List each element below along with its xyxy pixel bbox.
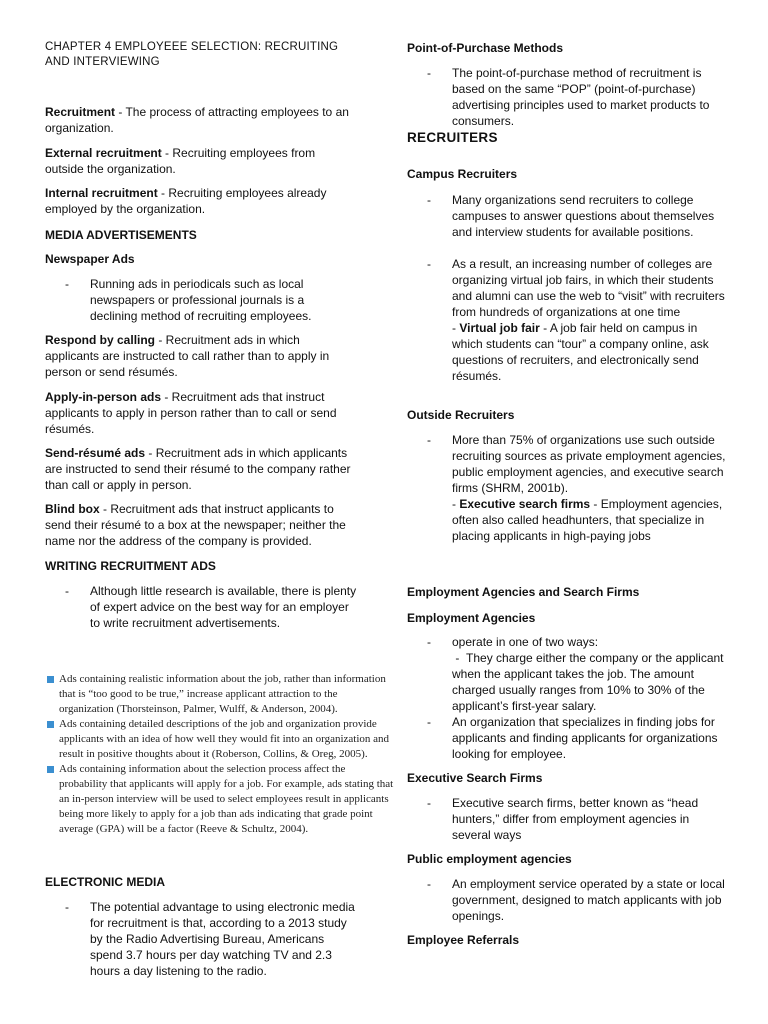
dash-marker: - [65,900,69,914]
dash-marker: - [427,877,431,891]
bullet-public [407,876,727,924]
term-apply: Apply-in-person ads [45,390,162,404]
scan-item-text: Ads containing information about the selection process affect the probability that applicants will apply for a job. For example, ads stating that an in-person interview will be used to select employees result in applicants being more likely to apply for a job than ads indicating that grade point average (GPA) will be a factor (Reeve & Schultz, 2004). [59,763,394,835]
chapter-title: CHAPTER 4 EMPLOYEEE SELECTION: RECRUITING AND INTERVIEWING [45,41,339,68]
heading-public-employment-agencies: Public employment agencies [407,852,572,866]
bullet-pop [407,65,727,129]
term-recruitment: Recruitment [45,105,116,119]
bullet-writing [45,583,357,631]
term-send: Send-résumé ads [45,446,146,460]
dash-marker: - [65,584,69,598]
dash-marker: - [65,277,69,291]
sub-dash: - [455,651,460,665]
respond-by-calling-definition [45,332,357,380]
scan-item-text: Ads containing realistic information about the job, rather than information that is “too good to be true,” increase applicant attraction to the organization (Thorsteinson, Palmer, Wulff, & Anderson, 2004). [59,673,386,715]
bullet-exec [407,795,727,843]
heading-writing-recruitment-ads: WRITING RECRUITMENT ADS [45,559,216,573]
scan-item [45,762,395,837]
dash-marker: - [427,66,431,80]
external-recruitment-definition [45,145,357,177]
bullet-agencies-1 [407,634,727,714]
bullet-newspaper [45,276,345,324]
apply-in-person-definition [45,389,357,437]
heading-executive-search-firms: Executive Search Firms [407,771,543,785]
dash-marker: - [427,433,431,447]
dash-marker: - [427,635,431,649]
def-executive-search-firms: - Employment agencies, often also called headhunters, that specialize in placing applicants in high-paying jobs [452,497,723,543]
bullet-outside-text: More than 75% of organizations use such outside recruiting sources as private employment agencies, public employment agencies, and executive search firms (SHRM, 2001b). [452,433,726,495]
heading-employment-agencies-and-search-firms: Employment Agencies and Search Firms [407,585,640,599]
bullet-campus-1 [407,192,727,240]
def-blind: - Recruitment ads that instruct applicants to send their résumé to a box at the newspaper; neither the name nor the address of the company is provided. [45,502,346,548]
bullet-newspaper-text: Running ads in periodicals such as local newspapers or professional journals is a declining method of recruiting employees. [90,277,312,323]
scan-item [45,672,395,717]
def-external: - Recruiting employees from outside the organization. [45,146,316,176]
square-bullet-icon [47,676,54,683]
dash-marker: - [427,257,431,271]
bullet-outside [407,432,727,544]
term-external: External recruitment [45,146,162,160]
scan-item-text: Ads containing detailed descriptions of the job and organization provide applicants with an idea of how well they would fit into an organization and result in positive thoughts about it (Roberson, Collins, & Oreg, 2005). [59,718,390,760]
dash-marker: - [427,796,431,810]
bullet-exec-text: Executive search firms, better known as “head hunters,” differ from employment agencies in several ways [452,796,699,842]
def-send: - Recruitment ads in which applicants are instructed to send their résumé to the company rather than call or apply in person. [45,446,351,492]
heading-recruiters: RECRUITERS [407,130,498,145]
agencies-sub-point [452,650,727,714]
bullet-electronic [45,899,357,979]
term-virtual-job-fair: Virtual job fair [459,321,540,335]
bullet-agencies-2 [407,714,727,762]
square-bullet-icon [47,766,54,773]
agencies-sub-text: They charge either the company or the applicant when the applicant takes the job. The amount charged usually ranges from 10% to 30% of the applicant’s first-year salary. [452,651,724,713]
square-bullet-icon [47,721,54,728]
bullet-pop-text: The point-of-purchase method of recruitment is based on the same “POP” (point-of-purchase) advertising principles used to market products to consumers. [452,66,710,128]
internal-recruitment-definition [45,185,357,217]
term-executive-search-firms: Executive search firms [459,497,591,511]
scan-item [45,717,395,762]
heading-campus-recruiters: Campus Recruiters [407,167,518,181]
recruitment-definition [45,104,357,136]
sub-dash: - [452,321,456,335]
def-recruitment: - The process of attracting employees to an organization. [45,105,349,135]
send-resume-definition [45,445,357,493]
term-internal: Internal recruitment [45,186,158,200]
def-apply: - Recruitment ads that instruct applicants to apply in person rather than to call or send résumés. [45,390,337,436]
bullet-campus-2 [407,256,727,384]
heading-outside-recruiters: Outside Recruiters [407,408,515,422]
dash-marker: - [427,715,431,729]
term-respond: Respond by calling [45,333,156,347]
heading-point-of-purchase: Point-of-Purchase Methods [407,41,564,55]
dash-marker: - [427,193,431,207]
virtual-job-fair-definition [452,320,727,384]
bullet-public-text: An employment service operated by a state or local government, designed to match applicants with job openings. [452,877,725,923]
heading-electronic-media: ELECTRONIC MEDIA [45,875,165,889]
sub-dash: - [452,497,456,511]
def-virtual-job-fair: - A job fair held on campus in which students can “tour” a company online, ask questions of recruiters, and electronically send résumés. [452,321,709,383]
def-internal: - Recruiting employees already employed by the organization. [45,186,327,216]
heading-media-advertisements: MEDIA ADVERTISEMENTS [45,228,197,242]
heading-employee-referrals: Employee Referrals [407,933,520,947]
def-respond: - Recruitment ads in which applicants are instructed to call rather than to apply in person or send résumés. [45,333,330,379]
bullet-electronic-text: The potential advantage to using electronic media for recruitment is that, according to a 2013 study by the Radio Advertising Bureau, Americans spend 3.7 hours per day watching TV and 2.3 hours a day listening to the radio. [90,900,355,978]
bullet-campus-1-text: Many organizations send recruiters to college campuses to answer questions about themselves and interview students for available positions. [452,193,715,239]
bullet-campus-2-text: As a result, an increasing number of colleges are organizing virtual job fairs, in which their students and alumni can use the web to “visit” with recruiters from hundreds of organizations at one time [452,257,725,319]
term-blind: Blind box [45,502,100,516]
heading-employment-agencies: Employment Agencies [407,611,536,625]
bullet-writing-text: Although little research is available, there is plenty of expert advice on the best way for an employer to write recruitment advertisements. [90,584,357,630]
blind-box-definition [45,501,357,549]
heading-newspaper-ads: Newspaper Ads [45,252,135,266]
bullet-agencies-1-text: operate in one of two ways: [452,635,599,649]
executive-search-firms-definition [452,496,727,544]
scanned-textbook-excerpt [45,672,395,837]
bullet-agencies-2-text: An organization that specializes in finding jobs for applicants and finding applicants for organizations looking for employee. [452,715,718,761]
